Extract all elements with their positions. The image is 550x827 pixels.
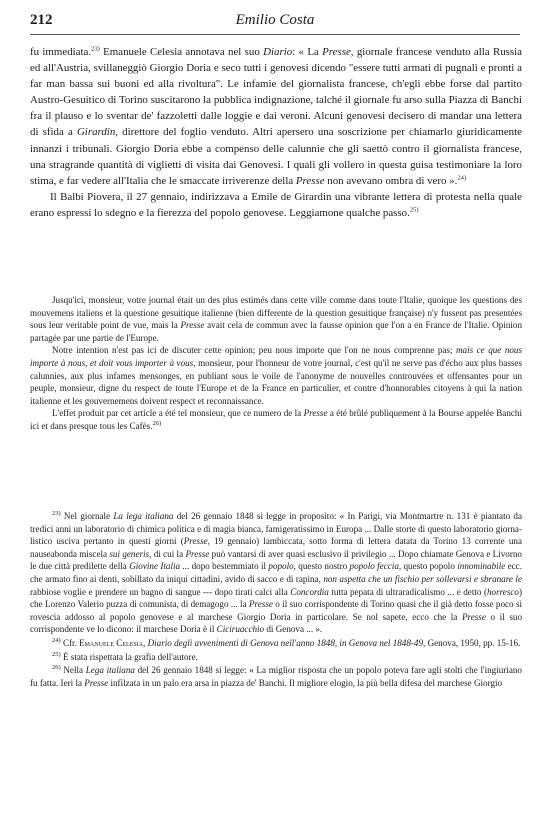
text-run: Il Balbi Piovera, il 27 gennaio, indirizzava a Emile de Girardin una vibrante lettera di protesta nella quale erano espressi lo sdegno e la fierezza del popolo genovese. Leggiamone qualche passo. [30, 190, 522, 219]
footnote-number: 25) [52, 650, 61, 658]
text-run: , questo nostro [293, 561, 350, 572]
text-run-italic: Presse [322, 46, 351, 58]
text-run: ecc. che armato fino ai denti, sobillato da iniqui cittadini, avido di sacco e di rapina, [30, 561, 522, 584]
text-run: Nella [60, 665, 86, 676]
text-run-italic: Presse [84, 677, 109, 688]
text-run-italic: Girardin [76, 126, 116, 139]
text-run: Jusqu'ici, monsieur, votre journal était un des plus estimés dans cette ville comme dans toute l'Italie, quoique les questions des mouvemens italiens et la questione gesuitique italienne (bien differente de la question gesuitique française) n'y fussent pas presentées sous leur veritable point de vue, mais la [30, 295, 522, 331]
footnote-24 [30, 637, 522, 650]
footnote-ref-24: 24) [457, 174, 466, 182]
text-run: , di cui la [149, 548, 186, 559]
text-run: È stata rispettata la grafia dell'autore. [60, 651, 198, 662]
text-run: , Genova, 1950, pp. 15-16. [423, 637, 521, 648]
text-run: infilzata in un palo era arsa in piazza de' Banchi. Il migliore elogio, la più bella difesa del marchese Giorgio [108, 677, 503, 688]
author-name: Emanuele Celesia [79, 637, 144, 648]
text-run-italic: Ciciruacchio [216, 624, 265, 635]
text-run: fu immediata. [30, 46, 92, 58]
running-title: Emilio Costa [235, 12, 315, 28]
text-run: non avevano ombra di vero ». [324, 174, 458, 187]
text-run: del 26 gennaio 1848 si legge in proposito: « In Parigi, via Montmartre n. 131 è piantato da tredici anni un laboratorio di chimica politica e di magia bianca, famigeratissimo in Europa ... Dalle storte di questo laboratorio giornalistico usciva pertanto in questi giorni ( [30, 511, 522, 547]
text-run: Emanuele Celesia annotava nel suo [99, 46, 264, 58]
footnote-number: 24) [52, 636, 61, 644]
page-header [30, 12, 520, 35]
text-run: , questo popolo [398, 561, 458, 572]
block-quote [30, 294, 522, 433]
text-run: , [143, 637, 148, 648]
quote-paragraph-2 [30, 344, 522, 407]
paragraph-1 [30, 44, 522, 189]
footnote-number: 26) [52, 664, 61, 672]
text-run-italic: Presse [303, 408, 328, 419]
text-run: Cfr. [60, 637, 80, 648]
quote-paragraph-1 [30, 294, 522, 344]
text-run-italic: sui generis [109, 548, 150, 559]
text-run-italic: mais ce que nous importe à nous, et doit vous importer à vous [30, 345, 522, 368]
text-run: Notre intention n'est pas ici de discuter cette opinion; peu nous importe que l'on ne nous comprenne pas; [52, 345, 456, 356]
footnote-26 [30, 664, 522, 689]
footnote-25 [30, 651, 522, 664]
text-run-italic: non aspetta che un fischio per sollevarsi e sbranare le [323, 573, 522, 584]
text-run-italic: Concordia [290, 586, 329, 597]
text-run-italic: Presse [183, 536, 208, 547]
paragraph-2 [30, 189, 522, 221]
text-run: , monsieur, pour l'honneur de votre journal, c'est qu'il ne serve pas d'écho aux plus basses calunnies, aux plus infames mensonges, en publiant sous le voile de l'anonyme de nouvelles controuvées et offensantes pour un peuple, monsieur, digne du respect de toute l'Europe et de la France en particulier, et contre d'honnorables citoyens à qui la nation italienne et les gouvernemens doivent respect et reconnaissance. [30, 357, 522, 406]
footnotes [30, 510, 522, 689]
text-run: del 26 gennaio 1848 si legge: « La miglior risposta che un popolo poteva fare agli stolti che l'ingiuriano fu fatta. Ieri la [30, 665, 522, 688]
text-run-italic: Lega italiana [85, 665, 135, 676]
text-run-italic: innominabile [457, 561, 506, 572]
text-run: , giornale francese venduto alla Russia ed all'Austria, svillaneggiò Giorgio Doria e seco tutti i genovesi dicendo "essere tutti armati di pugnali e pronti a far man bassa sui buoni ed alla rivoltura". Le infamie del giornalista francese, ch'egli ebbe forse dal partito Austro-Gesuitico di Torino suscitarono la pubblica indignazione, talché il giornale fu arso sulla Piazza di Banchi fra il plauso e lo sventar de' fazzoletti dalle loggie e dai veroni. Alcuni genovesi decisero di mandar una lettera di sfida a [30, 46, 522, 139]
text-run: avait cela de commun avec la fausse opinion que l'on a en France de l'Italie. Opinion partagée par une partie de l'Europe. [30, 320, 522, 343]
text-run-italic: horresco [486, 586, 519, 597]
text-run: o il suo corrispondente di Torino quasi che il già detto fosse poco si rovescia addosso al popolo genovese e al marchese Giorgio Doria in particolare. Se nol sapete, ecco che la [30, 599, 523, 622]
text-run: tutta pepata di ultraradicalismo ... e detto ( [328, 586, 487, 597]
footnote-23 [30, 510, 522, 636]
text-run: , direttore del foglio venduto. Altri apersero una soscrizione per chiamarlo giuridicamente innanzi i tribunali. Giorgio Doria ebbe a compenso delle calunnie che gli saettò contro il giornalista francese, una stragrande quantità di viglietti di visita dai Genovesi. I quali gli vollero in questa guisa testimoniare la loro stima, e far vedere all'Italia che le smaccate irriverenze della [30, 126, 522, 187]
page-number: 212 [30, 12, 53, 28]
quote-paragraph-3 [30, 407, 522, 432]
text-run: a été brûlé publiquement à la Bourse appelée Banchi ici et dans presque tous les Cafès. [30, 408, 522, 431]
text-run: : « La [292, 46, 323, 58]
text-run: L'effet produit par cet article a été tel monsieur, que ce numero de la [52, 408, 304, 419]
text-run-italic: Presse [461, 611, 486, 622]
text-run-italic: Presse [185, 548, 210, 559]
text-run-italic: Diario [263, 46, 293, 58]
text-run: Nel giornale [60, 511, 114, 521]
footnote-number: 23) [52, 509, 61, 517]
footnote-ref-25: 25) [409, 206, 419, 214]
text-run-italic: Giovine Italia [129, 561, 181, 572]
text-run: o il suo corrispondente ve lo dicono: il marchese Doria è il [30, 611, 522, 635]
text-run-italic: popolo feccia [349, 561, 399, 572]
text-run-italic: Presse [295, 174, 325, 187]
text-run-italic: Diario degli avvenimenti di Genova nell'anno 1848, in Genova nel 1848-49 [147, 637, 424, 648]
text-run: di Genova ... ». [264, 624, 323, 635]
footnote-ref-23: 23) [91, 45, 100, 53]
text-run: ... dopo bestemmiato il [180, 561, 269, 572]
text-run: ) che Lorenzo Valerio puzza di comunista, di demagogo ... la [30, 586, 522, 610]
text-run-italic: La lega italiana [113, 511, 174, 521]
text-run-italic: popolo [268, 561, 294, 572]
text-run: può vantarsi di aver quasi esclusivo il privilegio ... Dopo chiamate Genova e Livorno le due città predilette della [30, 548, 522, 572]
text-run: , 19 gennaio) lambiccata, sotto forma di lettera datata da Torino 13 corrente una nauseabonda miscela [30, 536, 522, 559]
text-run-italic: Presse [180, 320, 205, 331]
main-text [30, 44, 522, 221]
text-run-italic: Presse [249, 599, 273, 610]
footnote-ref-26: 26) [152, 419, 162, 427]
text-run: rabbiose voglie e prendere un bagno di sangue --- dopo tirati calci alla [30, 586, 291, 597]
